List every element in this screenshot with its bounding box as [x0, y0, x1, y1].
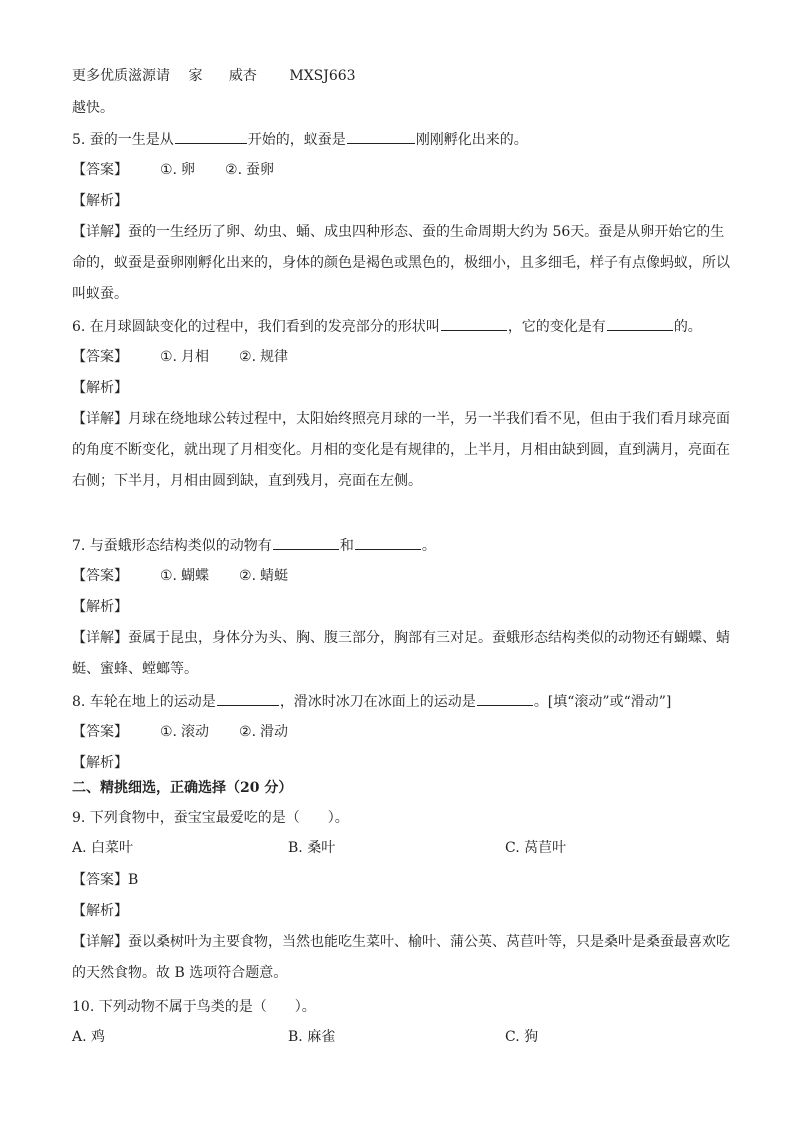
q7-detail-text: 蚕属于昆虫，身体分为头、胸、腹三部分，胸部有三对足。蚕蛾形态结构类似的动物还有蝴蝶、蜻蜓、蜜蜂、螳螂等。: [72, 630, 730, 677]
q9-answer: [72, 870, 734, 890]
q8-answer: [72, 722, 734, 742]
detail-label: 【详解】: [72, 934, 128, 950]
q8-text-b: ，滑冰时冰刀在冰面上的运动是: [279, 694, 476, 710]
q7-detail: [72, 623, 734, 685]
q7-analysis-label: 【解析】: [72, 599, 128, 615]
q9-detail: [72, 927, 734, 989]
q6-answer: [72, 347, 734, 367]
answer-mark-2: ②.: [239, 568, 257, 584]
question-7: [72, 535, 734, 555]
q7-text-c: 。: [421, 538, 436, 554]
answer-value-2: 规律: [260, 349, 289, 365]
q9-option-b[interactable]: B. 桑叶: [288, 840, 336, 856]
answer-mark-2: ②.: [239, 724, 257, 740]
q5-answer: [72, 160, 734, 180]
q5-analysis-label: 【解析】: [72, 193, 128, 209]
q6-blank-2: [607, 316, 673, 331]
q7-text-b: 和: [339, 538, 354, 554]
answer-value-2: 蜻蜓: [260, 568, 289, 584]
answer-label: 【答案】: [72, 349, 128, 365]
q7-blank-1: [273, 535, 339, 550]
question-8: [72, 691, 734, 711]
question-10: 10. 下列动物不属于鸟类的是（ ）。: [72, 999, 316, 1015]
header-source-line: [72, 66, 734, 86]
q10-option-b[interactable]: B. 麻雀: [288, 1029, 336, 1045]
question-6: [72, 316, 734, 336]
q7-blank-2: [355, 535, 421, 550]
q9-analysis-label: 【解析】: [72, 903, 128, 919]
answer-value-1: 蝴蝶: [181, 568, 210, 584]
q6-blank-1: [441, 316, 507, 331]
intro-tail: 越快。: [72, 100, 114, 116]
answer-label: 【答案】: [72, 724, 128, 740]
q8-analysis-label: 【解析】: [72, 755, 128, 771]
section-heading: 二、精挑细选，正确选择（20 分）: [72, 780, 293, 796]
answer-label: 【答案】: [72, 568, 128, 584]
header-text-2: 家: [188, 68, 203, 84]
q5-blank-1: [175, 129, 247, 144]
answer-value-2: 滑动: [260, 724, 289, 740]
q7-text-a: 7. 与蚕蛾形态结构类似的动物有: [72, 538, 272, 554]
detail-label: 【详解】: [72, 630, 128, 646]
detail-label: 【详解】: [72, 224, 128, 240]
q8-text-a: 8. 车轮在地上的运动是: [72, 694, 216, 710]
answer-value: B: [128, 872, 139, 888]
answer-mark-1: ①.: [160, 724, 178, 740]
q7-answer: [72, 566, 734, 586]
answer-value-1: 滚动: [181, 724, 210, 740]
answer-mark-1: ①.: [160, 349, 178, 365]
q6-analysis-label: 【解析】: [72, 380, 128, 396]
answer-mark-1: ①.: [160, 568, 178, 584]
question-5: [72, 129, 734, 149]
answer-value-1: 月相: [181, 349, 210, 365]
q5-blank-2: [347, 129, 415, 144]
q9-option-a[interactable]: A. 白菜叶: [72, 840, 134, 856]
q5-detail-text: 蚕的一生经历了卵、幼虫、蛹、成虫四种形态、蚕的生命周期大约为 56天。蚕是从卵开始它的生命的，蚁蚕是蚕卵刚孵化出来的，身体的颜色是褐色或黑色的，极细小，且多细毛，样子有点像蚂蚁，所以叫蚁蚕。: [72, 224, 730, 302]
q6-detail: [72, 404, 734, 497]
q6-text-c: 的。: [673, 319, 702, 335]
question-9: 9. 下列食物中，蚕宝宝最爱吃的是（ ）。: [72, 810, 349, 826]
detail-label: 【详解】: [72, 411, 128, 427]
answer-value-2: 蚕卵: [246, 162, 275, 178]
q6-detail-text: 月球在绕地球公转过程中，太阳始终照亮月球的一半，另一半我们看不见，但由于我们看月球亮面的角度不断变化，就出现了月相变化。月相的变化是有规律的，上半月，月相由缺到圆，直到满月，亮面在右侧；下半月，月相由圆到缺，直到残月，亮面在左侧。: [72, 411, 730, 489]
answer-label: 【答案】: [72, 162, 128, 178]
header-text-4: MXSJ663: [289, 68, 356, 84]
answer-mark-1: ①.: [160, 162, 178, 178]
q5-detail: [72, 217, 734, 310]
answer-mark-2: ②.: [239, 349, 257, 365]
q9-detail-text: 蚕以桑树叶为主要食物，当然也能吃生菜叶、榆叶、蒲公英、莴苣叶等，只是桑叶是桑蚕最喜欢吃的天然食物。故 B 选项符合题意。: [72, 934, 730, 981]
q8-blank-2: [477, 691, 533, 706]
q6-text-a: 6. 在月球圆缺变化的过程中，我们看到的发亮部分的形状叫: [72, 319, 440, 335]
header-text-3: 威杏: [228, 68, 257, 84]
q8-blank-1: [217, 691, 279, 706]
answer-value-1: 卵: [181, 162, 196, 178]
q5-text-c: 刚刚孵化出来的。: [415, 132, 528, 148]
answer-mark-2: ②.: [225, 162, 243, 178]
answer-label: 【答案】: [72, 872, 128, 888]
q6-text-b: ，它的变化是有: [507, 319, 606, 335]
q10-option-a[interactable]: A. 鸡: [72, 1029, 106, 1045]
header-text-1: 更多优质滋源请: [72, 68, 170, 84]
q8-text-c: 。[填“滚动”或“滑动”]: [533, 694, 672, 710]
q5-text-a: 5. 蚕的一生是从: [72, 132, 174, 148]
q9-option-c[interactable]: C. 莴苣叶: [505, 840, 567, 856]
q5-text-b: 开始的，蚁蚕是: [247, 132, 346, 148]
q10-option-c[interactable]: C. 狗: [505, 1029, 539, 1045]
